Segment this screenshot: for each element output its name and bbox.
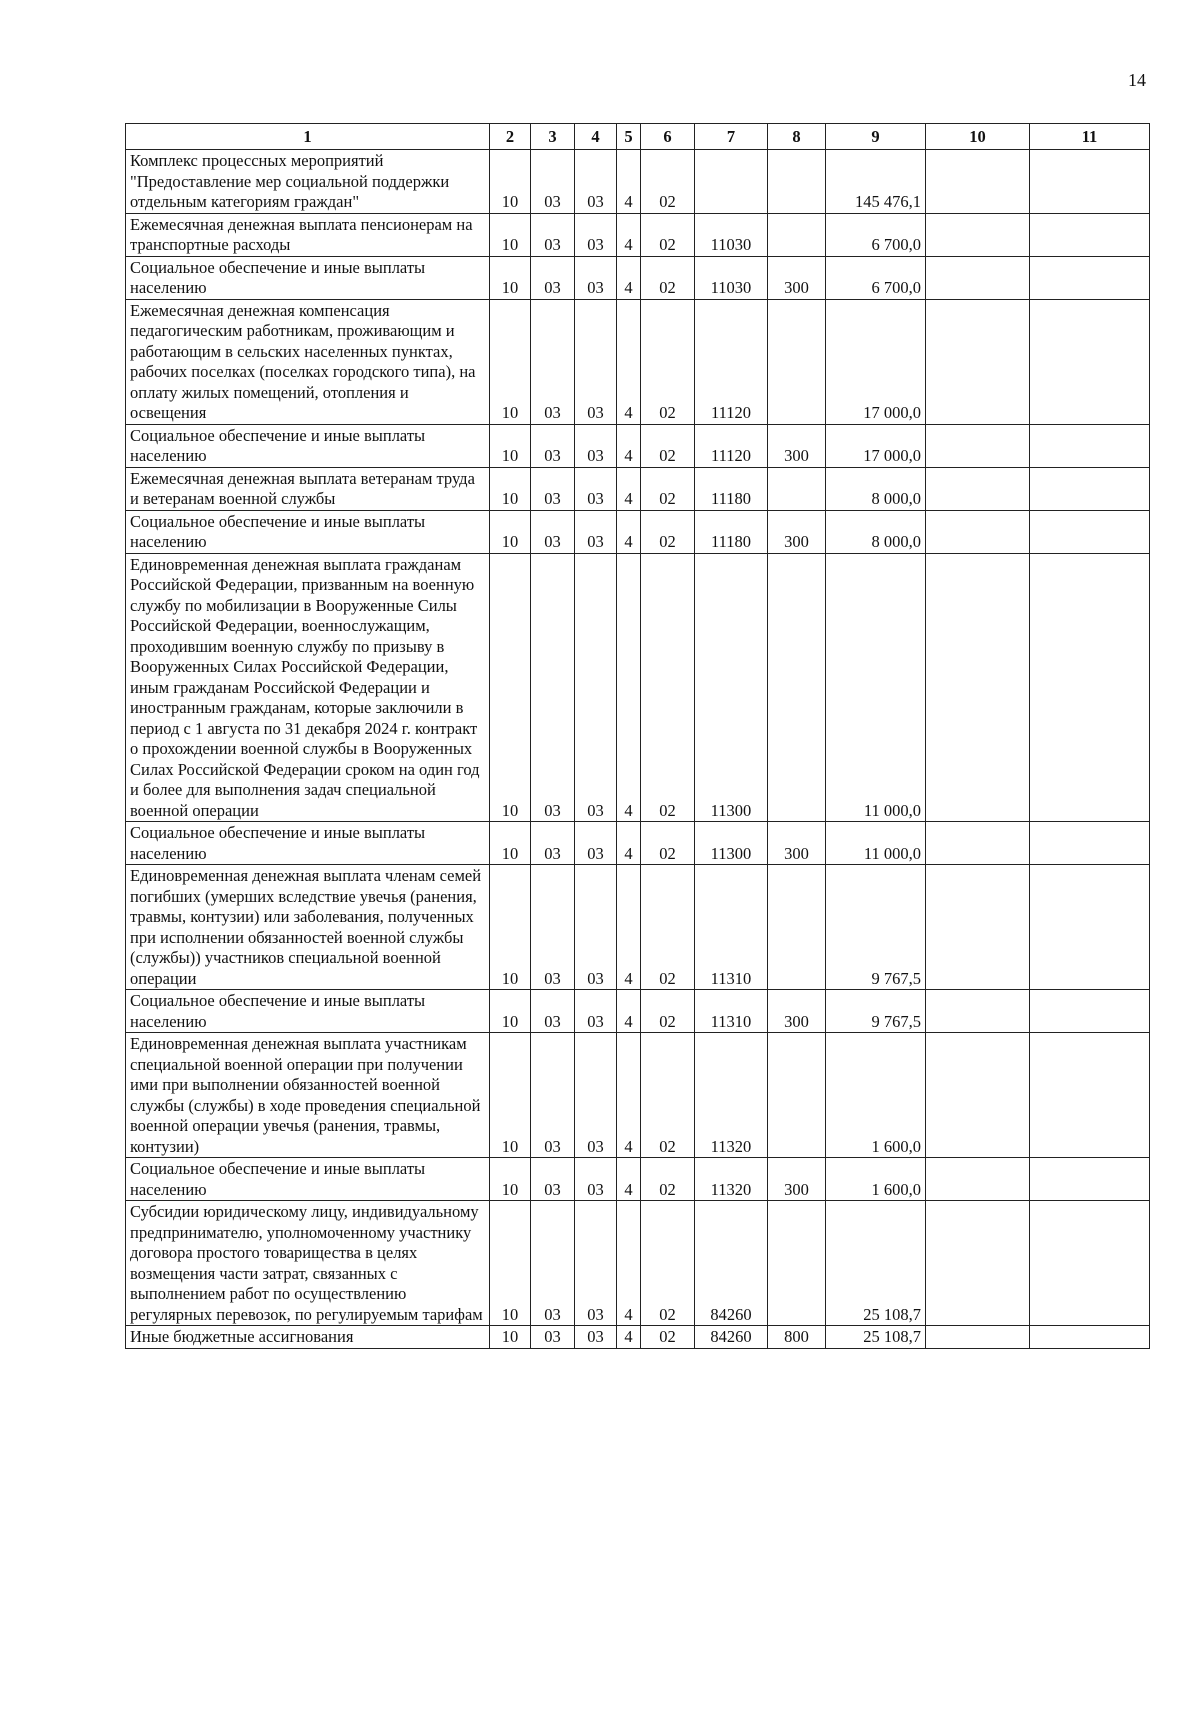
page-number: 14 <box>1128 70 1146 90</box>
cell-col-3: 03 <box>531 822 575 865</box>
row-description: Единовременная денежная выплата членам семей погибших (умерших вследствие увечья (ранения, травмы, контузии) или заболевания, полученных при исполнении обязанностей военной службы (службы)) участников специальной военной операции <box>126 865 490 990</box>
cell-col-5: 4 <box>617 424 641 467</box>
column-header-10: 10 <box>926 124 1030 150</box>
column-header-11: 11 <box>1030 124 1150 150</box>
cell-col-10 <box>926 1033 1030 1158</box>
cell-col-11 <box>1030 822 1150 865</box>
cell-col-7: 11180 <box>695 510 768 553</box>
row-description: Социальное обеспечение и иные выплаты населению <box>126 424 490 467</box>
table-row <box>126 1201 1150 1326</box>
cell-col-6: 02 <box>641 510 695 553</box>
cell-col-2: 10 <box>490 865 531 990</box>
cell-col-11 <box>1030 256 1150 299</box>
cell-col-5: 4 <box>617 1158 641 1201</box>
cell-col-2: 10 <box>490 1158 531 1201</box>
cell-col-6: 02 <box>641 467 695 510</box>
cell-col-2: 10 <box>490 213 531 256</box>
cell-col-2: 10 <box>490 1326 531 1349</box>
row-description: Комплекс процессных мероприятий "Предоставление мер социальной поддержки отдельным категориям граждан" <box>126 150 490 214</box>
row-description: Ежемесячная денежная выплата ветеранам труда и ветеранам военной службы <box>126 467 490 510</box>
cell-col-6: 02 <box>641 1326 695 1349</box>
table-row <box>126 256 1150 299</box>
table-row <box>126 553 1150 822</box>
cell-col-8: 300 <box>768 990 826 1033</box>
row-description: Единовременная денежная выплата участникам специальной военной операции при получении ими при выполнении обязанностей военной службы (службы) в ходе проведения специальной военной операции увечья (ранения, травмы, контузии) <box>126 1033 490 1158</box>
cell-col-10 <box>926 299 1030 424</box>
cell-col-2: 10 <box>490 424 531 467</box>
cell-col-8: 300 <box>768 1158 826 1201</box>
cell-col-9: 11 000,0 <box>826 553 926 822</box>
cell-col-4: 03 <box>575 510 617 553</box>
cell-col-5: 4 <box>617 553 641 822</box>
cell-col-3: 03 <box>531 553 575 822</box>
cell-col-9: 1 600,0 <box>826 1158 926 1201</box>
cell-col-10 <box>926 990 1030 1033</box>
cell-col-4: 03 <box>575 990 617 1033</box>
cell-col-6: 02 <box>641 1158 695 1201</box>
table-row <box>126 424 1150 467</box>
cell-col-2: 10 <box>490 150 531 214</box>
cell-col-6: 02 <box>641 553 695 822</box>
cell-col-7: 11320 <box>695 1158 768 1201</box>
table-row <box>126 1158 1150 1201</box>
cell-col-10 <box>926 865 1030 990</box>
table-row <box>126 299 1150 424</box>
cell-col-4: 03 <box>575 1326 617 1349</box>
column-header-9: 9 <box>826 124 926 150</box>
table-row <box>126 1033 1150 1158</box>
cell-col-10 <box>926 822 1030 865</box>
cell-col-11 <box>1030 299 1150 424</box>
cell-col-2: 10 <box>490 1033 531 1158</box>
cell-col-2: 10 <box>490 299 531 424</box>
row-description: Ежемесячная денежная выплата пенсионерам на транспортные расходы <box>126 213 490 256</box>
cell-col-10 <box>926 467 1030 510</box>
cell-col-9: 6 700,0 <box>826 256 926 299</box>
cell-col-3: 03 <box>531 150 575 214</box>
column-header-3: 3 <box>531 124 575 150</box>
cell-col-5: 4 <box>617 865 641 990</box>
cell-col-11 <box>1030 467 1150 510</box>
cell-col-11 <box>1030 1158 1150 1201</box>
cell-col-9: 17 000,0 <box>826 424 926 467</box>
cell-col-11 <box>1030 865 1150 990</box>
cell-col-10 <box>926 553 1030 822</box>
cell-col-6: 02 <box>641 150 695 214</box>
cell-col-2: 10 <box>490 822 531 865</box>
cell-col-10 <box>926 424 1030 467</box>
cell-col-10 <box>926 213 1030 256</box>
cell-col-9: 25 108,7 <box>826 1326 926 1349</box>
cell-col-8 <box>768 553 826 822</box>
cell-col-10 <box>926 150 1030 214</box>
table-row <box>126 467 1150 510</box>
row-description: Социальное обеспечение и иные выплаты населению <box>126 510 490 553</box>
cell-col-3: 03 <box>531 299 575 424</box>
cell-col-9: 9 767,5 <box>826 990 926 1033</box>
cell-col-3: 03 <box>531 1158 575 1201</box>
cell-col-5: 4 <box>617 1201 641 1326</box>
cell-col-7: 11320 <box>695 1033 768 1158</box>
cell-col-11 <box>1030 1201 1150 1326</box>
cell-col-7: 11120 <box>695 299 768 424</box>
cell-col-9: 8 000,0 <box>826 510 926 553</box>
cell-col-2: 10 <box>490 467 531 510</box>
cell-col-7: 11030 <box>695 256 768 299</box>
cell-col-7: 11310 <box>695 990 768 1033</box>
cell-col-8 <box>768 150 826 214</box>
table-row <box>126 865 1150 990</box>
cell-col-8 <box>768 213 826 256</box>
cell-col-9: 9 767,5 <box>826 865 926 990</box>
cell-col-6: 02 <box>641 1201 695 1326</box>
cell-col-8 <box>768 467 826 510</box>
table-row <box>126 213 1150 256</box>
cell-col-8: 300 <box>768 424 826 467</box>
cell-col-11 <box>1030 150 1150 214</box>
cell-col-2: 10 <box>490 1201 531 1326</box>
row-description: Социальное обеспечение и иные выплаты населению <box>126 822 490 865</box>
table-body <box>126 150 1150 1349</box>
cell-col-3: 03 <box>531 424 575 467</box>
cell-col-3: 03 <box>531 1201 575 1326</box>
cell-col-2: 10 <box>490 256 531 299</box>
cell-col-5: 4 <box>617 299 641 424</box>
cell-col-9: 11 000,0 <box>826 822 926 865</box>
cell-col-5: 4 <box>617 1326 641 1349</box>
column-header-5: 5 <box>617 124 641 150</box>
cell-col-4: 03 <box>575 822 617 865</box>
cell-col-2: 10 <box>490 990 531 1033</box>
cell-col-10 <box>926 1201 1030 1326</box>
cell-col-8 <box>768 865 826 990</box>
table-row <box>126 822 1150 865</box>
cell-col-11 <box>1030 1326 1150 1349</box>
cell-col-4: 03 <box>575 150 617 214</box>
cell-col-6: 02 <box>641 865 695 990</box>
header-row <box>126 124 1150 150</box>
cell-col-7: 84260 <box>695 1201 768 1326</box>
cell-col-4: 03 <box>575 1033 617 1158</box>
row-description: Социальное обеспечение и иные выплаты населению <box>126 990 490 1033</box>
cell-col-8: 300 <box>768 256 826 299</box>
column-header-1: 1 <box>126 124 490 150</box>
cell-col-7: 84260 <box>695 1326 768 1349</box>
cell-col-8 <box>768 299 826 424</box>
cell-col-8: 300 <box>768 510 826 553</box>
cell-col-10 <box>926 1158 1030 1201</box>
row-description: Социальное обеспечение и иные выплаты населению <box>126 1158 490 1201</box>
column-header-2: 2 <box>490 124 531 150</box>
cell-col-3: 03 <box>531 1326 575 1349</box>
cell-col-10 <box>926 510 1030 553</box>
cell-col-4: 03 <box>575 213 617 256</box>
cell-col-9: 25 108,7 <box>826 1201 926 1326</box>
cell-col-7: 11300 <box>695 553 768 822</box>
cell-col-6: 02 <box>641 213 695 256</box>
column-header-4: 4 <box>575 124 617 150</box>
cell-col-6: 02 <box>641 1033 695 1158</box>
cell-col-6: 02 <box>641 990 695 1033</box>
cell-col-3: 03 <box>531 467 575 510</box>
column-header-7: 7 <box>695 124 768 150</box>
cell-col-5: 4 <box>617 990 641 1033</box>
cell-col-7: 11180 <box>695 467 768 510</box>
cell-col-5: 4 <box>617 467 641 510</box>
table-row <box>126 150 1150 214</box>
cell-col-7: 11120 <box>695 424 768 467</box>
cell-col-3: 03 <box>531 990 575 1033</box>
cell-col-8 <box>768 1033 826 1158</box>
cell-col-11 <box>1030 213 1150 256</box>
cell-col-4: 03 <box>575 1201 617 1326</box>
cell-col-11 <box>1030 510 1150 553</box>
cell-col-9: 17 000,0 <box>826 299 926 424</box>
cell-col-9: 8 000,0 <box>826 467 926 510</box>
cell-col-8 <box>768 1201 826 1326</box>
cell-col-4: 03 <box>575 299 617 424</box>
cell-col-7: 11030 <box>695 213 768 256</box>
table-row <box>126 1326 1150 1349</box>
cell-col-11 <box>1030 424 1150 467</box>
cell-col-4: 03 <box>575 424 617 467</box>
cell-col-9: 1 600,0 <box>826 1033 926 1158</box>
cell-col-4: 03 <box>575 467 617 510</box>
cell-col-2: 10 <box>490 510 531 553</box>
row-description: Иные бюджетные ассигнования <box>126 1326 490 1349</box>
table-row <box>126 990 1150 1033</box>
row-description: Ежемесячная денежная компенсация педагогическим работникам, проживающим и работающим в сельских населенных пунктах, рабочих поселках (поселках городского типа), на оплату жилых помещений, отопления и освещения <box>126 299 490 424</box>
cell-col-11 <box>1030 553 1150 822</box>
cell-col-10 <box>926 1326 1030 1349</box>
cell-col-3: 03 <box>531 213 575 256</box>
cell-col-5: 4 <box>617 510 641 553</box>
cell-col-6: 02 <box>641 822 695 865</box>
cell-col-4: 03 <box>575 1158 617 1201</box>
budget-table <box>125 123 1150 1349</box>
cell-col-8: 800 <box>768 1326 826 1349</box>
cell-col-2: 10 <box>490 553 531 822</box>
cell-col-11 <box>1030 990 1150 1033</box>
cell-col-10 <box>926 256 1030 299</box>
cell-col-8: 300 <box>768 822 826 865</box>
row-description: Социальное обеспечение и иные выплаты населению <box>126 256 490 299</box>
cell-col-7: 11300 <box>695 822 768 865</box>
cell-col-5: 4 <box>617 150 641 214</box>
cell-col-5: 4 <box>617 213 641 256</box>
cell-col-5: 4 <box>617 822 641 865</box>
cell-col-6: 02 <box>641 256 695 299</box>
cell-col-3: 03 <box>531 256 575 299</box>
column-header-8: 8 <box>768 124 826 150</box>
cell-col-4: 03 <box>575 553 617 822</box>
cell-col-3: 03 <box>531 1033 575 1158</box>
cell-col-4: 03 <box>575 865 617 990</box>
cell-col-3: 03 <box>531 510 575 553</box>
cell-col-4: 03 <box>575 256 617 299</box>
cell-col-7: 11310 <box>695 865 768 990</box>
row-description: Единовременная денежная выплата гражданам Российской Федерации, призванным на военную службу по мобилизации в Вооруженные Силы Российской Федерации, военнослужащим, проходившим военную службу по призыву в Вооруженных Силах Российской Федерации, иным гражданам Российской Федерации и иностранным гражданам, которые заключили в период с 1 августа по 31 декабря 2024 г. контракт о прохождении военной службы в Вооруженных Силах Российской Федерации сроком на один год и более для выполнения задач специальной военной операции <box>126 553 490 822</box>
cell-col-7 <box>695 150 768 214</box>
cell-col-6: 02 <box>641 424 695 467</box>
cell-col-3: 03 <box>531 865 575 990</box>
cell-col-5: 4 <box>617 256 641 299</box>
cell-col-9: 145 476,1 <box>826 150 926 214</box>
column-header-6: 6 <box>641 124 695 150</box>
cell-col-11 <box>1030 1033 1150 1158</box>
cell-col-9: 6 700,0 <box>826 213 926 256</box>
table-row <box>126 510 1150 553</box>
row-description: Субсидии юридическому лицу, индивидуальному предпринимателю, уполномоченному участнику договора простого товарищества в целях возмещения части затрат, связанных с выполнением работ по осуществлению регулярных перевозок, по регулируемым тарифам <box>126 1201 490 1326</box>
cell-col-6: 02 <box>641 299 695 424</box>
cell-col-5: 4 <box>617 1033 641 1158</box>
